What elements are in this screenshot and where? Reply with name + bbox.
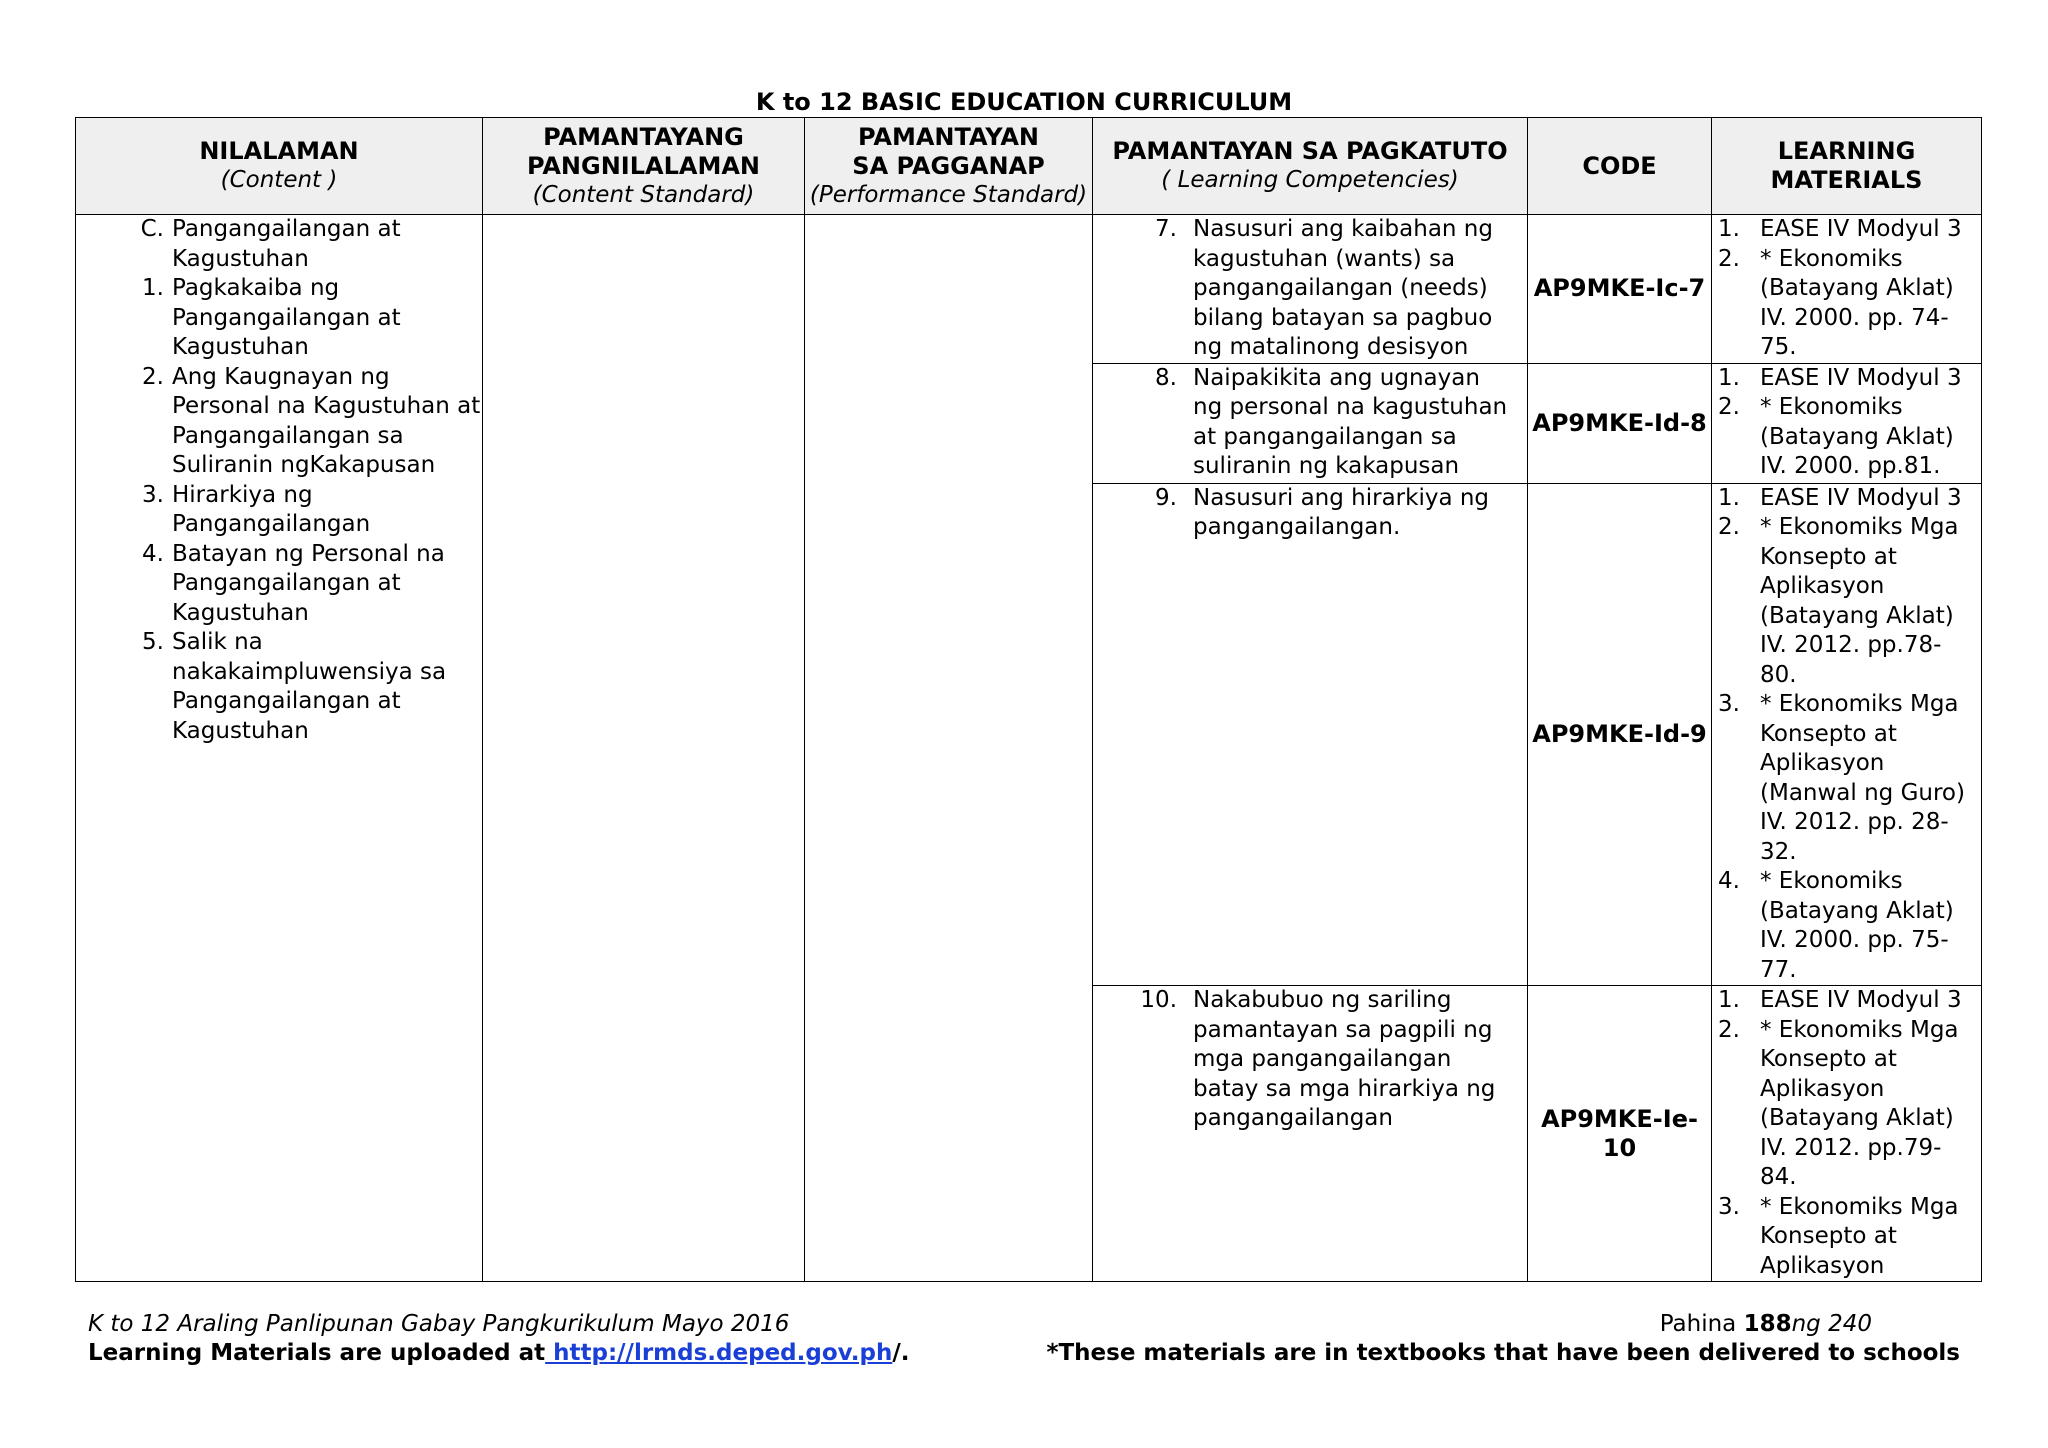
header-competencies: PAMANTAYAN SA PAGKATUTO ( Learning Competencies) bbox=[1093, 118, 1528, 215]
code-cell: AP9MKE-Id-9 bbox=[1528, 483, 1712, 986]
list-item: 4. * Ekonomiks (Batayang Aklat) IV. 2000. pp. 75-77. bbox=[1718, 868, 1954, 983]
list-item: 8. Naipakikita ang ugnayan ng personal na kagustuhan at pangangailangan sa suliranin ng kakapusan bbox=[1155, 364, 1508, 479]
list-item: 4. Batayan ng Personal na Pangangailangan at Kagustuhan bbox=[142, 540, 445, 626]
list-item: 10. Nakabubuo ng sariling pamantayan sa pagpili ng mga pangangailangan batay sa mga hirarkiya ng pangangailangan bbox=[1140, 987, 1496, 1131]
textbook-note: *These materials are in textbooks that have been delivered to schools bbox=[1046, 1340, 1960, 1366]
footer-right bbox=[1046, 1310, 1960, 1368]
list-item: C. Pangangailangan at Kagustuhan bbox=[140, 216, 401, 272]
list-item: 1. Pagkakaiba ng Pangangailangan at Kagustuhan bbox=[142, 275, 401, 360]
competency-cell bbox=[1093, 483, 1528, 986]
list-item: 2. * Ekonomiks Mga Konsepto at Aplikasyon (Batayang Aklat) IV. 2012. pp.78-80. bbox=[1718, 514, 1959, 688]
list-item: 3. * Ekonomiks Mga Konsepto at Aplikasyon bbox=[1718, 1193, 1959, 1279]
list-item: 2. Ang Kaugnayan ng Personal na Kagustuhan at Pangangailangan sa Suliranin ngKakapusan bbox=[142, 363, 481, 478]
competency-cell bbox=[1093, 215, 1528, 364]
list-item: 7. Nasusuri ang kaibahan ng kagustuhan (wants) sa pangangailangan (needs) bilang batayan sa pagbuo ng matalinong desisyon bbox=[1155, 216, 1493, 360]
list-item: 1. EASE IV Modyul 3 bbox=[1718, 484, 1962, 511]
header-materials: LEARNING MATERIALS bbox=[1712, 118, 1982, 215]
materials-cell bbox=[1712, 986, 1982, 1282]
materials-cell bbox=[1712, 363, 1982, 483]
competency-cell bbox=[1093, 363, 1528, 483]
list-item: 1. EASE IV Modyul 3 bbox=[1718, 987, 1962, 1013]
list-item: 3. Hirarkiya ng Pangangailangan bbox=[142, 481, 371, 537]
list-item: 2. * Ekonomiks (Batayang Aklat) IV. 2000. pp.81. bbox=[1718, 394, 1954, 479]
list-item: 9. Nasusuri ang hirarkiya ng pangangailangan. bbox=[1155, 484, 1490, 540]
code-cell: AP9MKE-Ic-7 bbox=[1528, 215, 1712, 364]
header-code: CODE bbox=[1528, 118, 1712, 215]
list-item: 3. * Ekonomiks Mga Konsepto at Aplikasyon (Manwal ng Guro) IV. 2012. pp. 28-32. bbox=[1718, 691, 1965, 865]
materials-cell bbox=[1712, 215, 1982, 364]
lrmds-link[interactable]: http://lrmds.deped.gov.ph bbox=[545, 1340, 893, 1366]
list-item: 1. EASE IV Modyul 3 bbox=[1718, 364, 1962, 391]
materials-cell bbox=[1712, 483, 1982, 986]
header-row bbox=[76, 118, 1982, 215]
page-number: Pahina 188ng 240 bbox=[1659, 1311, 1872, 1337]
performance-standard-cell bbox=[805, 215, 1093, 1282]
code-cell: AP9MKE-Ie-10 bbox=[1528, 986, 1712, 1282]
header-performance-standard: PAMANTAYAN SA PAGGANAP (Performance Standard) bbox=[805, 118, 1093, 215]
table-row bbox=[76, 215, 1982, 364]
code-cell: AP9MKE-Id-8 bbox=[1528, 363, 1712, 483]
list-item: 2. * Ekonomiks (Batayang Aklat) IV. 2000. pp. 74-75. bbox=[1718, 245, 1954, 360]
list-item: 1. EASE IV Modyul 3 bbox=[1718, 216, 1962, 242]
upload-note: Learning Materials are uploaded at http://lrmds.deped.gov.ph/. bbox=[88, 1340, 910, 1366]
document-title: K to 12 BASIC EDUCATION CURRICULUM bbox=[755, 88, 1293, 116]
content-list bbox=[128, 215, 482, 746]
footer-left bbox=[88, 1310, 909, 1368]
list-item: 5. Salik na nakakaimpluwensiya sa Pangangailangan at Kagustuhan bbox=[142, 629, 447, 744]
content-standard-cell bbox=[483, 215, 805, 1282]
list-item: 2. * Ekonomiks Mga Konsepto at Aplikasyon (Batayang Aklat) IV. 2012. pp.79-84. bbox=[1718, 1016, 1959, 1190]
curriculum-guide-label: K to 12 Araling Panlipunan Gabay Pangkurikulum Mayo 2016 bbox=[88, 1311, 790, 1337]
header-content-standard: PAMANTAYANG PANGNILALAMAN (Content Standard) bbox=[483, 118, 805, 215]
content-cell bbox=[76, 215, 483, 1282]
header-content: NILALAMAN (Content ) bbox=[76, 118, 483, 215]
competency-cell bbox=[1093, 986, 1528, 1282]
curriculum-table bbox=[75, 117, 1982, 1282]
